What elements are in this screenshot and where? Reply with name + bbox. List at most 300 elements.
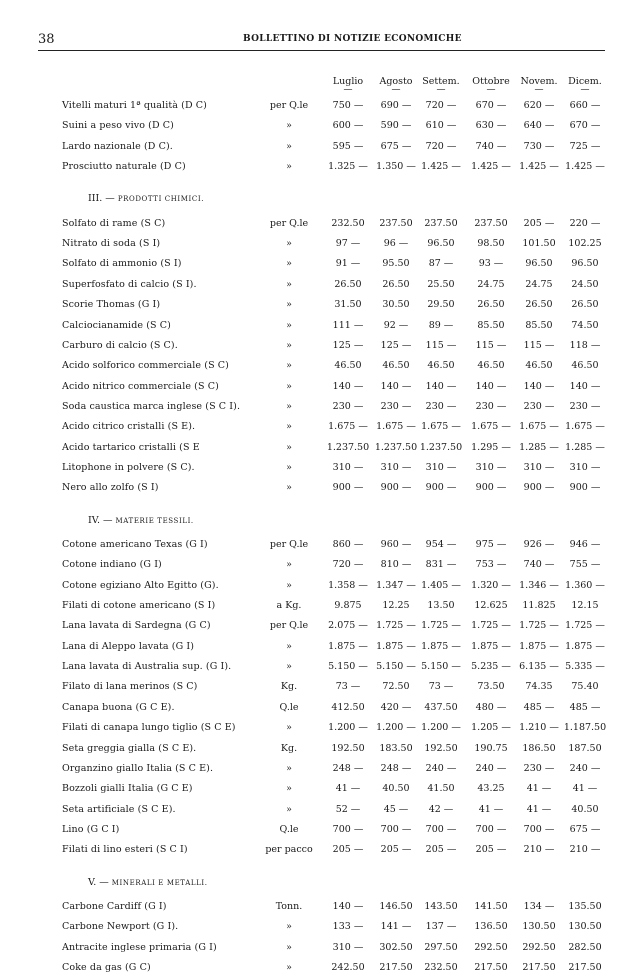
- table-cell: 24.75: [525, 278, 553, 290]
- table-cell: 46.50: [571, 360, 599, 372]
- row-label: Soda caustica marca inglese (S C I).: [62, 400, 241, 412]
- table-cell: 41 —: [478, 803, 504, 815]
- section-heading: [88, 515, 194, 526]
- section-title: MINERALI E METALLI.: [111, 878, 208, 887]
- row-unit: Tonn.: [275, 900, 303, 912]
- row-label: Filato di lana merinos (S C): [62, 681, 198, 693]
- table-cell: 237.50: [424, 217, 458, 229]
- table-cell: 310 —: [380, 461, 412, 473]
- row-label: Acido tartarico cristalli (S E: [62, 441, 200, 453]
- table-cell: 136.50: [474, 921, 508, 933]
- table-cell: 40.50: [382, 783, 410, 795]
- table-cell: 137 —: [425, 921, 457, 933]
- table-cell: 25.50: [427, 278, 455, 290]
- table-cell: 610 —: [425, 120, 457, 132]
- table-cell: 87 —: [428, 258, 454, 270]
- table-cell: 41.50: [427, 783, 455, 795]
- table-cell: 140 —: [380, 380, 412, 392]
- row-label: Filati di lino esteri (S C I): [62, 844, 188, 856]
- table-cell: 630 —: [475, 120, 507, 132]
- table-cell: 700 —: [425, 823, 457, 835]
- row-label: Solfato di ammonio (S I): [62, 258, 182, 270]
- table-cell: 97 —: [335, 238, 361, 250]
- table-cell: 900 —: [380, 482, 412, 494]
- table-cell: 73 —: [428, 681, 454, 693]
- column-header: [416, 76, 466, 93]
- section-heading: [88, 877, 208, 888]
- column-header: [371, 76, 421, 93]
- row-label: Nitrato di soda (S I): [62, 238, 161, 250]
- table-cell: 46.50: [334, 360, 362, 372]
- row-unit: »: [286, 299, 292, 311]
- table-cell: 118 —: [569, 339, 601, 351]
- table-cell: 5.150 —: [421, 661, 461, 673]
- table-cell: 13.50: [427, 600, 455, 612]
- table-cell: 230 —: [332, 400, 364, 412]
- row-unit: »: [286, 140, 292, 152]
- table-cell: 292.50: [474, 941, 508, 953]
- row-label: Carbone Cardiff (G I): [62, 900, 167, 912]
- table-cell: 205 —: [475, 844, 507, 856]
- table-cell: 670 —: [569, 120, 601, 132]
- table-cell: 1.875 —: [328, 640, 368, 652]
- row-label: Lana di Aleppo lavata (G I): [62, 640, 195, 652]
- table-cell: 1.875 —: [421, 640, 461, 652]
- table-cell: 740 —: [523, 559, 555, 571]
- section-title: PRODOTTI CHIMICI.: [117, 195, 205, 204]
- column-header-label: Luglio: [332, 76, 364, 87]
- row-label: Solfato di rame (S C): [62, 217, 166, 229]
- table-cell: 140 —: [475, 380, 507, 392]
- row-label: Cotone indiano (G I): [62, 559, 162, 571]
- table-cell: 43.25: [477, 783, 505, 795]
- section-heading: [88, 193, 204, 204]
- row-unit: »: [286, 559, 292, 571]
- table-cell: 248 —: [332, 762, 364, 774]
- row-unit: Q.le: [279, 823, 299, 835]
- table-cell: 297.50: [424, 941, 458, 953]
- table-cell: 960 —: [380, 539, 412, 550]
- table-cell: 595 —: [332, 140, 364, 152]
- table-cell: 237.50: [379, 217, 413, 229]
- table-cell: 205 —: [380, 844, 412, 856]
- table-cell: 600 —: [332, 120, 364, 132]
- table-cell: 1.200 —: [328, 722, 368, 734]
- table-cell: 46.50: [427, 360, 455, 372]
- row-unit: »: [286, 120, 292, 132]
- table-cell: 95.50: [382, 258, 410, 270]
- table-cell: 1.350 —: [376, 161, 416, 173]
- row-unit: a Kg.: [276, 600, 302, 612]
- table-cell: 1.675 —: [471, 421, 511, 433]
- section-number: IV. —: [88, 514, 116, 526]
- table-cell: 1.187.50: [563, 722, 607, 734]
- table-cell: 5.235 —: [471, 661, 511, 673]
- table-cell: 9.875: [334, 600, 362, 612]
- table-cell: 248 —: [380, 762, 412, 774]
- table-cell: 41 —: [526, 803, 552, 815]
- table-cell: 24.75: [477, 278, 505, 290]
- table-cell: 926 —: [523, 539, 555, 550]
- column-header: [323, 76, 373, 93]
- table-cell: 292.50: [522, 941, 556, 953]
- section-number: III. —: [88, 193, 118, 205]
- table-cell: 675 —: [569, 823, 601, 835]
- table-cell: 240 —: [569, 762, 601, 774]
- row-label: Bozzoli gialli Italia (G C E): [62, 783, 193, 795]
- table-cell: 242.50: [331, 962, 365, 973]
- row-unit: »: [286, 783, 292, 795]
- table-cell: 1.210 —: [519, 722, 559, 734]
- table-cell: 660 —: [569, 100, 601, 111]
- row-label: Seta greggia gialla (S C E).: [62, 742, 197, 754]
- table-cell: 1.285 —: [565, 441, 605, 453]
- table-cell: 310 —: [332, 941, 364, 953]
- table-cell: 217.50: [379, 962, 413, 973]
- row-unit: »: [286, 380, 292, 392]
- table-cell: 230 —: [569, 400, 601, 412]
- row-label: Lana lavata di Australia sup. (G I).: [62, 661, 232, 673]
- table-cell: 237.50: [474, 217, 508, 229]
- table-cell: 1.675 —: [328, 421, 368, 433]
- table-cell: 217.50: [522, 962, 556, 973]
- table-cell: 141.50: [474, 900, 508, 912]
- table-cell: 1.425 —: [421, 161, 461, 173]
- table-cell: 437.50: [424, 701, 458, 713]
- table-cell: 52 —: [335, 803, 361, 815]
- row-label: Carburo di calcio (S C).: [62, 339, 178, 351]
- table-cell: 41 —: [572, 783, 598, 795]
- table-cell: 1.237.50: [419, 441, 463, 453]
- table-cell: 860 —: [332, 539, 364, 550]
- column-header-label: Ottobre: [472, 76, 510, 87]
- row-label: Seta artificiale (S C E).: [62, 803, 176, 815]
- table-cell: 98.50: [477, 238, 505, 250]
- row-unit: per Q.le: [269, 100, 309, 111]
- table-cell: 85.50: [525, 319, 553, 331]
- table-cell: 1.725 —: [565, 620, 605, 632]
- column-header: [514, 76, 564, 93]
- column-header-dash: —: [486, 85, 496, 95]
- table-cell: 130.50: [568, 921, 602, 933]
- table-cell: 1.237.50: [374, 441, 418, 453]
- table-cell: 975 —: [475, 539, 507, 550]
- row-label: Lana lavata di Sardegna (G C): [62, 620, 211, 632]
- row-label: Prosciutto naturale (D C): [62, 161, 186, 173]
- row-label: Acido nitrico commerciale (S C): [62, 380, 219, 392]
- table-cell: 1.425 —: [471, 161, 511, 173]
- table-cell: 485 —: [569, 701, 601, 713]
- table-cell: 720 —: [425, 100, 457, 111]
- table-cell: 217.50: [474, 962, 508, 973]
- table-cell: 46.50: [525, 360, 553, 372]
- row-unit: Q.le: [279, 701, 299, 713]
- table-cell: 412.50: [331, 701, 365, 713]
- table-cell: 720 —: [332, 559, 364, 571]
- row-unit: »: [286, 400, 292, 412]
- table-cell: 700 —: [332, 823, 364, 835]
- table-cell: 810 —: [380, 559, 412, 571]
- table-cell: 101.50: [522, 238, 556, 250]
- table-cell: 480 —: [475, 701, 507, 713]
- row-unit: »: [286, 461, 292, 473]
- row-unit: »: [286, 482, 292, 494]
- table-cell: 753 —: [475, 559, 507, 571]
- table-cell: 111 —: [332, 319, 364, 331]
- row-unit: »: [286, 319, 292, 331]
- row-label: Filati di cotone americano (S I): [62, 600, 216, 612]
- table-cell: 1.237.50: [326, 441, 370, 453]
- table-cell: 240 —: [425, 762, 457, 774]
- table-cell: 1.205 —: [471, 722, 511, 734]
- column-header-dash: —: [343, 85, 353, 95]
- table-cell: 755 —: [569, 559, 601, 571]
- table-cell: 92 —: [383, 319, 409, 331]
- table-cell: 620 —: [523, 100, 555, 111]
- table-cell: 1.347 —: [376, 579, 416, 591]
- table-cell: 232.50: [331, 217, 365, 229]
- table-cell: 140 —: [425, 380, 457, 392]
- table-cell: 192.50: [331, 742, 365, 754]
- row-unit: »: [286, 421, 292, 433]
- table-cell: 73.50: [477, 681, 505, 693]
- table-cell: 420 —: [380, 701, 412, 713]
- table-cell: 75.40: [571, 681, 599, 693]
- column-header-label: Settem.: [422, 76, 460, 87]
- table-cell: 740 —: [475, 140, 507, 152]
- table-cell: 26.50: [382, 278, 410, 290]
- table-cell: 217.50: [568, 962, 602, 973]
- table-cell: 5.150 —: [376, 661, 416, 673]
- section-number: V. —: [88, 876, 112, 888]
- table-cell: 1.725 —: [471, 620, 511, 632]
- table-cell: 900 —: [332, 482, 364, 494]
- table-cell: 1.325 —: [328, 161, 368, 173]
- row-label: Superfosfato di calcio (S I).: [62, 278, 197, 290]
- row-label: Coke da gas (G C): [62, 962, 151, 973]
- header-rule: [38, 50, 605, 51]
- row-label: Carbone Newport (G I).: [62, 921, 179, 933]
- table-cell: 46.50: [382, 360, 410, 372]
- row-label: Cotone egiziano Alto Egitto (G).: [62, 579, 219, 591]
- table-cell: 954 —: [425, 539, 457, 550]
- column-header-dash: —: [391, 85, 401, 95]
- table-cell: 1.675 —: [565, 421, 605, 433]
- table-cell: 91 —: [335, 258, 361, 270]
- table-cell: 230 —: [523, 762, 555, 774]
- column-header-label: Agosto: [379, 76, 413, 87]
- table-cell: 96.50: [571, 258, 599, 270]
- row-unit: »: [286, 339, 292, 351]
- table-cell: 96.50: [525, 258, 553, 270]
- table-cell: 1.725 —: [421, 620, 461, 632]
- row-unit: »: [286, 803, 292, 815]
- table-cell: 1.425 —: [565, 161, 605, 173]
- table-cell: 42 —: [428, 803, 454, 815]
- table-cell: 946 —: [569, 539, 601, 550]
- table-cell: 1.405 —: [421, 579, 461, 591]
- table-cell: 135.50: [568, 900, 602, 912]
- table-cell: 31.50: [334, 299, 362, 311]
- table-cell: 183.50: [379, 742, 413, 754]
- table-cell: 310 —: [425, 461, 457, 473]
- table-cell: 141 —: [380, 921, 412, 933]
- column-header: [560, 76, 610, 93]
- table-cell: 26.50: [525, 299, 553, 311]
- row-unit: »: [286, 161, 292, 173]
- table-cell: 900 —: [569, 482, 601, 494]
- table-cell: 750 —: [332, 100, 364, 111]
- table-cell: 115 —: [523, 339, 555, 351]
- table-cell: 133 —: [332, 921, 364, 933]
- table-cell: 45 —: [383, 803, 409, 815]
- table-cell: 26.50: [571, 299, 599, 311]
- table-cell: 302.50: [379, 941, 413, 953]
- row-unit: »: [286, 962, 292, 973]
- row-label: Canapa buona (G C E).: [62, 701, 175, 713]
- table-cell: 900 —: [425, 482, 457, 494]
- table-cell: 11.825: [522, 600, 556, 612]
- table-cell: 72.50: [382, 681, 410, 693]
- table-cell: 1.285 —: [519, 441, 559, 453]
- row-unit: »: [286, 722, 292, 734]
- table-cell: 29.50: [427, 299, 455, 311]
- table-cell: 5.335 —: [565, 661, 605, 673]
- table-cell: 1.200 —: [421, 722, 461, 734]
- column-header-label: Dicem.: [568, 76, 602, 87]
- table-cell: 700 —: [523, 823, 555, 835]
- row-unit: »: [286, 921, 292, 933]
- table-cell: 1.200 —: [376, 722, 416, 734]
- table-cell: 675 —: [380, 140, 412, 152]
- table-cell: 102.25: [568, 238, 602, 250]
- table-cell: 670 —: [475, 100, 507, 111]
- table-cell: 1.346 —: [519, 579, 559, 591]
- table-cell: 1.875 —: [519, 640, 559, 652]
- table-cell: 125 —: [380, 339, 412, 351]
- row-label: Vitelli maturi 1ª qualità (D C): [62, 100, 207, 111]
- table-cell: 140 —: [523, 380, 555, 392]
- table-cell: 140 —: [332, 380, 364, 392]
- table-cell: 220 —: [569, 217, 601, 229]
- table-cell: 1.358 —: [328, 579, 368, 591]
- table-cell: 640 —: [523, 120, 555, 132]
- table-cell: 690 —: [380, 100, 412, 111]
- table-cell: 96 —: [383, 238, 409, 250]
- row-unit: »: [286, 579, 292, 591]
- table-cell: 74.50: [571, 319, 599, 331]
- row-label: Suini a peso vivo (D C): [62, 120, 174, 132]
- row-unit: »: [286, 640, 292, 652]
- table-cell: 725 —: [569, 140, 601, 152]
- table-cell: 186.50: [522, 742, 556, 754]
- table-cell: 115 —: [475, 339, 507, 351]
- row-label: Lardo nazionale (D C).: [62, 140, 173, 152]
- row-unit: »: [286, 258, 292, 270]
- row-label: Acido citrico cristalli (S E).: [62, 421, 196, 433]
- table-cell: 1.425 —: [519, 161, 559, 173]
- table-cell: 720 —: [425, 140, 457, 152]
- row-unit: »: [286, 941, 292, 953]
- table-cell: 1.875 —: [471, 640, 511, 652]
- column-header-dash: —: [436, 85, 446, 95]
- row-unit: »: [286, 238, 292, 250]
- table-cell: 730 —: [523, 140, 555, 152]
- column-header-label: Novem.: [520, 76, 558, 87]
- table-cell: 6.135 —: [519, 661, 559, 673]
- table-cell: 831 —: [425, 559, 457, 571]
- table-cell: 140 —: [569, 380, 601, 392]
- table-cell: 41 —: [526, 783, 552, 795]
- table-cell: 1.320 —: [471, 579, 511, 591]
- row-unit: »: [286, 762, 292, 774]
- table-cell: 210 —: [569, 844, 601, 856]
- table-cell: 590 —: [380, 120, 412, 132]
- table-cell: 1.725 —: [519, 620, 559, 632]
- row-label: Cotone americano Texas (G I): [62, 539, 208, 550]
- row-label: Litophone in polvere (S C).: [62, 461, 195, 473]
- table-cell: 40.50: [571, 803, 599, 815]
- table-cell: 1.360 —: [565, 579, 605, 591]
- table-cell: 192.50: [424, 742, 458, 754]
- row-label: Lino (G C I): [62, 823, 120, 835]
- table-cell: 230 —: [475, 400, 507, 412]
- table-cell: 12.25: [382, 600, 410, 612]
- table-cell: 1.295 —: [471, 441, 511, 453]
- row-label: Antracite inglese primaria (G I): [62, 941, 217, 953]
- table-cell: 310 —: [475, 461, 507, 473]
- table-cell: 93 —: [478, 258, 504, 270]
- table-cell: 205 —: [523, 217, 555, 229]
- table-cell: 30.50: [382, 299, 410, 311]
- row-unit: »: [286, 441, 292, 453]
- table-cell: 143.50: [424, 900, 458, 912]
- table-cell: 1.675 —: [376, 421, 416, 433]
- table-cell: 205 —: [332, 844, 364, 856]
- table-cell: 282.50: [568, 941, 602, 953]
- table-cell: 115 —: [425, 339, 457, 351]
- table-cell: 125 —: [332, 339, 364, 351]
- table-cell: 12.625: [474, 600, 508, 612]
- column-header-dash: —: [534, 85, 544, 95]
- table-cell: 310 —: [569, 461, 601, 473]
- table-cell: 205 —: [425, 844, 457, 856]
- table-cell: 1.675 —: [421, 421, 461, 433]
- table-cell: 26.50: [334, 278, 362, 290]
- section-title: MATERIE TESSILI.: [115, 516, 194, 525]
- column-header-dash: —: [580, 85, 590, 95]
- table-cell: 900 —: [475, 482, 507, 494]
- table-cell: 485 —: [523, 701, 555, 713]
- table-cell: 230 —: [523, 400, 555, 412]
- row-label: Calciocianamide (S C): [62, 319, 171, 331]
- table-cell: 1.675 —: [519, 421, 559, 433]
- table-cell: 89 —: [428, 319, 454, 331]
- table-cell: 74.35: [525, 681, 553, 693]
- table-cell: 700 —: [475, 823, 507, 835]
- table-cell: 46.50: [477, 360, 505, 372]
- table-cell: 700 —: [380, 823, 412, 835]
- table-cell: 187.50: [568, 742, 602, 754]
- row-unit: per Q.le: [269, 620, 309, 632]
- row-label: Acido solforico commerciale (S C): [62, 360, 229, 372]
- table-cell: 73 —: [335, 681, 361, 693]
- table-cell: 130.50: [522, 921, 556, 933]
- row-unit: per Q.le: [269, 217, 309, 229]
- table-cell: 210 —: [523, 844, 555, 856]
- table-cell: 1.725 —: [376, 620, 416, 632]
- table-cell: 1.875 —: [376, 640, 416, 652]
